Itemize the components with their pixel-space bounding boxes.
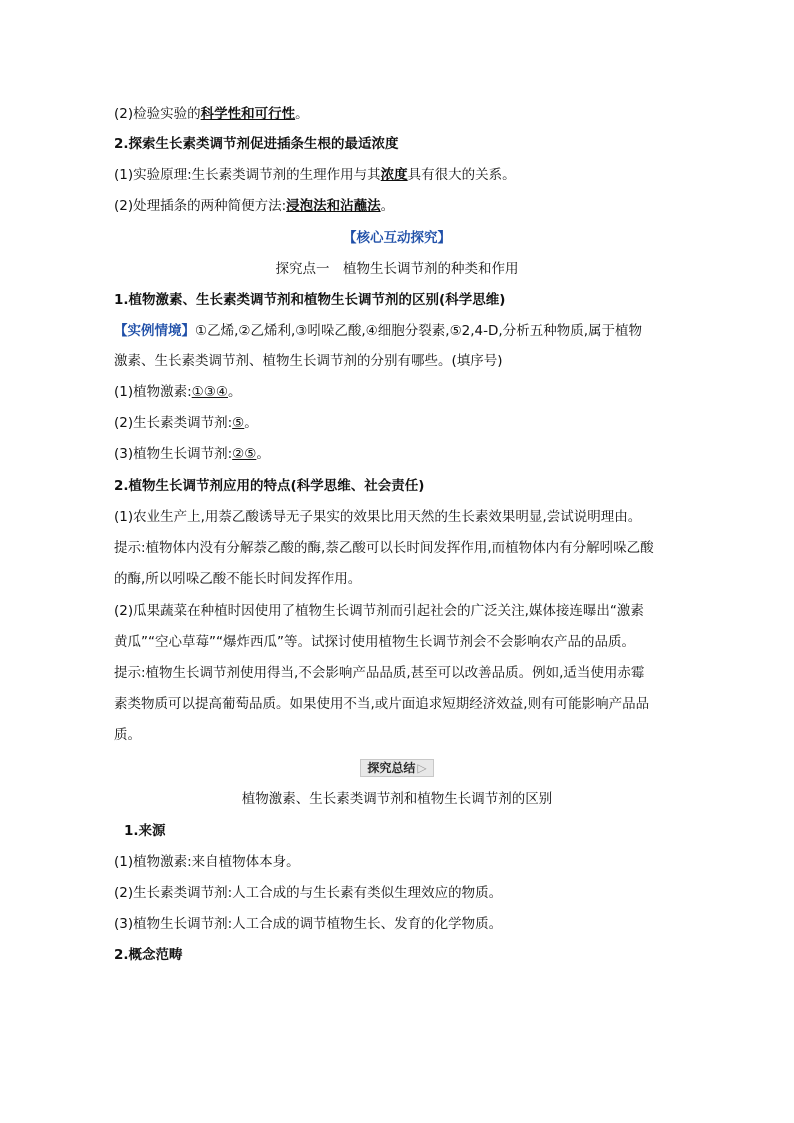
answer-text: ②⑤ [232,446,257,462]
text-line [114,165,684,185]
text-line [114,321,684,341]
text-span: 。 [295,106,309,122]
answer-text: ⑤ [232,415,245,431]
text-line: 的酶,所以吲哚乙酸不能长时间发挥作用。 [114,571,362,587]
text-line: 质。 [114,727,141,743]
text-line [114,104,684,124]
section-title: 【核心互动探究】 [343,230,451,246]
emphasis-text: 科学性和可行性 [200,106,296,122]
heading: 2.探索生长素类调节剂促进插条生根的最适浓度 [114,136,399,152]
heading: 1.植物激素、生长素类调节剂和植物生长调节剂的区别(科学思维) [114,292,506,308]
summary-tag [360,759,433,777]
text-line: 黄瓜”“空心草莓”“爆炸西瓜”等。试探讨使用植物生长调节剂会不会影响农产品的品质。 [114,634,635,650]
text-span: 。 [227,384,242,400]
text-span: 。 [244,415,258,431]
text-line [114,444,684,464]
emphasis-text: 浸泡法和沾蘸法 [286,198,381,214]
summary-tag-row [0,758,794,778]
text-span: (1)植物激素: [114,384,192,400]
text-span: (1)实验原理:生长素类调节剂的生理作用与其 [114,167,381,183]
case-label: 【实例情境】 [114,323,195,339]
text-line: (1)植物激素:来自植物体本身。 [114,854,300,870]
text-span: ①乙烯,②乙烯利,③吲哚乙酸,④细胞分裂素,⑤2,4-D,分析五种物质,属于植物 [195,323,642,339]
text-line [114,413,684,433]
text-line [114,382,684,402]
text-line: 激素、生长素类调节剂、植物生长调节剂的分别有哪些。(填序号) [114,353,503,369]
text-span: (2)检验实验的 [114,106,201,122]
heading: 2.概念范畴 [114,947,183,963]
text-span: (3)植物生长调节剂: [114,446,233,462]
heading: 1.来源 [124,823,166,839]
answer-text: ①③④ [191,384,228,400]
heading: 2.植物生长调节剂应用的特点(科学思维、社会责任) [114,478,425,494]
summary-tag-label: 探究总结 [367,761,416,775]
emphasis-text: 浓度 [380,167,408,183]
summary-title: 植物激素、生长素类调节剂和植物生长调节剂的区别 [241,791,553,807]
text-span: (2)生长素类调节剂: [114,415,233,431]
text-span: 具有很大的关系。 [407,167,516,183]
subsection-title: 探究点一 植物生长调节剂的种类和作用 [275,261,519,277]
text-line [114,196,684,216]
arrow-right-icon: ▷ [417,761,427,775]
text-line: (2)瓜果蔬菜在种植时因使用了植物生长调节剂而引起社会的广泛关注,媒体接连曝出“激素 [114,603,644,619]
text-line: (1)农业生产上,用萘乙酸诱导无子果实的效果比用天然的生长素效果明显,尝试说明理由。 [114,509,642,525]
text-span: 。 [256,446,270,462]
text-line: 提示:植物体内没有分解萘乙酸的酶,萘乙酸可以长时间发挥作用,而植物体内有分解吲哚乙酸 [114,540,654,556]
text-line: (3)植物生长调节剂:人工合成的调节植物生长、发育的化学物质。 [114,916,503,932]
text-span: 。 [380,198,395,214]
text-span: (2)处理插条的两种简便方法: [114,198,287,214]
text-line: 提示:植物生长调节剂使用得当,不会影响产品品质,甚至可以改善品质。例如,适当使用赤霉 [114,665,645,681]
text-line: (2)生长素类调节剂:人工合成的与生长素有类似生理效应的物质。 [114,885,503,901]
text-line: 素类物质可以提高葡萄品质。如果使用不当,或片面追求短期经济效益,则有可能影响产品品 [114,696,650,712]
